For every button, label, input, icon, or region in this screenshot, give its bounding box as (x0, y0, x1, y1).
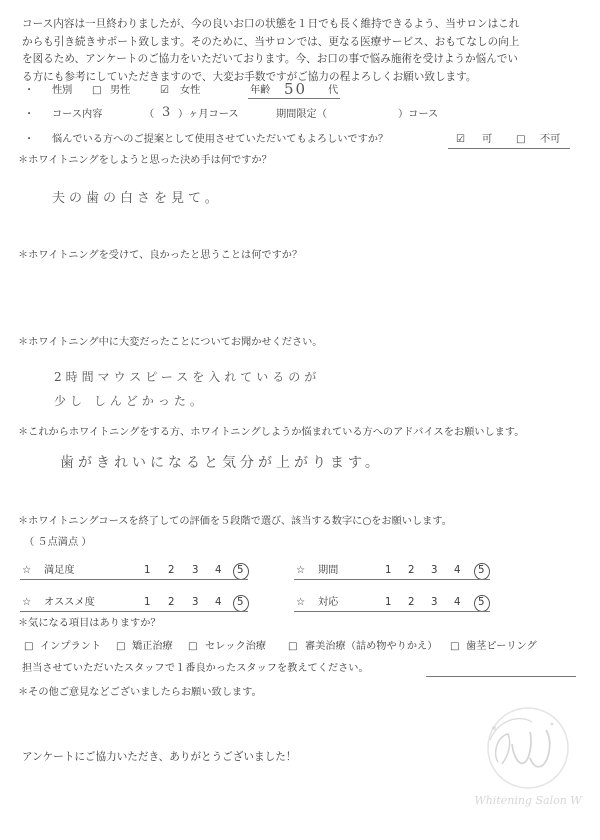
rating-label-period: 期間 (318, 565, 339, 576)
limited-course-label: 期間限定（ (276, 109, 327, 120)
rating-underline (20, 579, 248, 580)
rating-circle-mark (233, 595, 249, 612)
rating-option[interactable]: 4 (454, 597, 461, 608)
interest-checkbox[interactable]: □ (288, 641, 298, 652)
consent-yes-checkbox[interactable]: ☑ (456, 134, 466, 145)
rating-option[interactable]: 2 (168, 597, 175, 608)
rating-label-service: 対応 (318, 597, 339, 608)
consent-no-checkbox[interactable]: □ (516, 134, 526, 145)
question-rating: ＊ホワイトニングコースを終了しての評価を５段階で選び、該当する数字に○をお願いします。 (18, 516, 452, 527)
intro-line: を図るため、アンケートのご協力をいただいております。今、お口の事で悩み施術を受けようか悩んでい (22, 53, 518, 65)
course-open-paren: （ (144, 109, 155, 120)
rating-option[interactable]: 5 (478, 565, 485, 576)
course-label: コース内容 (52, 109, 103, 120)
female-checkbox[interactable]: ☑ (160, 85, 170, 96)
consent-underline (448, 148, 570, 149)
intro-line: る方にも参考にしていただきますので、大変お手数ですがご協力の程よろしくお願い致します。 (22, 70, 477, 83)
limited-course-suffix: ）コース (398, 109, 439, 120)
interest-label-orthodontics: 矯正治療 (132, 641, 173, 652)
rating-circle-mark (233, 563, 249, 580)
age-underline (248, 98, 340, 99)
rating-option[interactable]: 3 (431, 565, 438, 576)
answer-difficulties-line1-handwritten: 2時間マウスピースを入れているのが (54, 370, 321, 384)
interest-checkbox[interactable]: □ (24, 641, 34, 652)
rating-option[interactable]: 5 (237, 565, 244, 576)
interest-checkbox[interactable]: □ (116, 641, 126, 652)
salon-logo (468, 700, 588, 820)
rating-option[interactable]: 2 (408, 597, 415, 608)
rating-star-icon: ☆ (22, 565, 32, 576)
question-good-points: ＊ホワイトニングを受けて、良かったと思うことは何ですか？ (18, 250, 303, 261)
female-option-label: 女性 (180, 85, 201, 96)
rating-star-icon: ☆ (22, 597, 32, 608)
answer-advice-handwritten: 歯がきれいになると気分が上がります。 (60, 455, 383, 471)
age-value-handwritten: 50 (284, 80, 308, 98)
rating-underline (294, 579, 490, 580)
male-checkbox[interactable]: □ (92, 85, 102, 96)
rating-option[interactable]: 5 (237, 597, 244, 608)
interest-label-gum-peeling: 歯茎ピーリング (466, 641, 537, 652)
rating-underline (20, 611, 248, 612)
rating-note: （ ５点満点 ） (24, 537, 92, 548)
question-other-comments: ＊その他ご意見などございましたらお願い致します。 (18, 687, 262, 698)
question-advice: ＊これからホワイトニングをする方、ホワイトニングしようか悩まれている方へのアドバイスをお願いします。 (18, 427, 525, 438)
answer-decision-factor-handwritten: 夫の歯の白さを見て。 (52, 191, 222, 206)
logo-text: Whitening Salon W (474, 794, 582, 807)
consent-yes-label: 可 (482, 134, 493, 145)
interest-checkbox[interactable]: □ (450, 641, 460, 652)
question-difficulties: ＊ホワイトニング中に大変だったことについてお聞かせください。 (18, 337, 323, 348)
rating-option[interactable]: 1 (144, 597, 151, 608)
question-decision-factor: ＊ホワイトニングをしようと思った決め手は何ですか？ (18, 155, 272, 166)
rating-label-recommend: オススメ度 (44, 597, 95, 608)
interest-label-implant: インプラント (40, 641, 102, 652)
consent-bullet: ・ (24, 134, 35, 145)
course-bullet: ・ (24, 109, 35, 120)
rating-option[interactable]: 3 (192, 565, 199, 576)
course-months-suffix: ）ヶ月コース (178, 109, 239, 120)
question-interests: ＊気になる項目はありますか？ (18, 618, 161, 629)
rating-star-icon: ☆ (296, 597, 306, 608)
gender-label: 性別 (52, 85, 73, 96)
consent-question: 悩んでいる方へのご提案として使用させていただいてもよろしいですか？ (52, 134, 389, 145)
course-months-handwritten: 3 (162, 105, 175, 120)
interest-label-cerec: セレック治療 (205, 641, 267, 652)
rating-circle-mark (474, 563, 490, 580)
intro-paragraph (22, 16, 582, 86)
male-option-label: 男性 (110, 85, 131, 96)
interest-checkbox[interactable]: □ (188, 641, 198, 652)
rating-option[interactable]: 1 (385, 597, 392, 608)
age-suffix: 代 (328, 85, 339, 96)
age-label: 年齢 (250, 85, 271, 96)
staff-answer-line[interactable] (426, 676, 576, 677)
rating-option[interactable]: 1 (144, 565, 151, 576)
rating-star-icon: ☆ (296, 565, 306, 576)
rating-underline (294, 611, 490, 612)
consent-no-label: 不可 (540, 134, 561, 145)
answer-difficulties-line2-handwritten: 少し しんどかった。 (54, 394, 206, 408)
rating-option[interactable]: 2 (168, 565, 175, 576)
rating-option[interactable]: 3 (431, 597, 438, 608)
rating-option[interactable]: 4 (454, 565, 461, 576)
question-best-staff: 担当させていただいたスタッフで１番良かったスタッフを教えてください。 (22, 663, 369, 674)
rating-option[interactable]: 2 (408, 565, 415, 576)
intro-line: からも引き続きサポート致します。そのために、当サロンでは、更なる医療サービス、おもてなしの向上 (22, 35, 520, 48)
rating-circle-mark (474, 595, 490, 612)
rating-option[interactable]: 4 (215, 597, 222, 608)
rating-label-satisfaction: 満足度 (44, 565, 75, 576)
intro-line: コース内容は一旦終わりましたが、今の良いお口の状態を１日でも長く維持できるよう、当サロンはこれ (22, 18, 520, 30)
gender-bullet: ・ (24, 85, 35, 96)
rating-option[interactable]: 1 (385, 565, 392, 576)
interest-label-aesthetic: 審美治療（詰め物やりかえ） (305, 641, 438, 652)
rating-option[interactable]: 3 (192, 597, 199, 608)
rating-option[interactable]: 5 (478, 597, 485, 608)
rating-option[interactable]: 4 (215, 565, 222, 576)
closing-thanks: アンケートにご協力いただき、ありがとうございました！ (22, 751, 297, 763)
